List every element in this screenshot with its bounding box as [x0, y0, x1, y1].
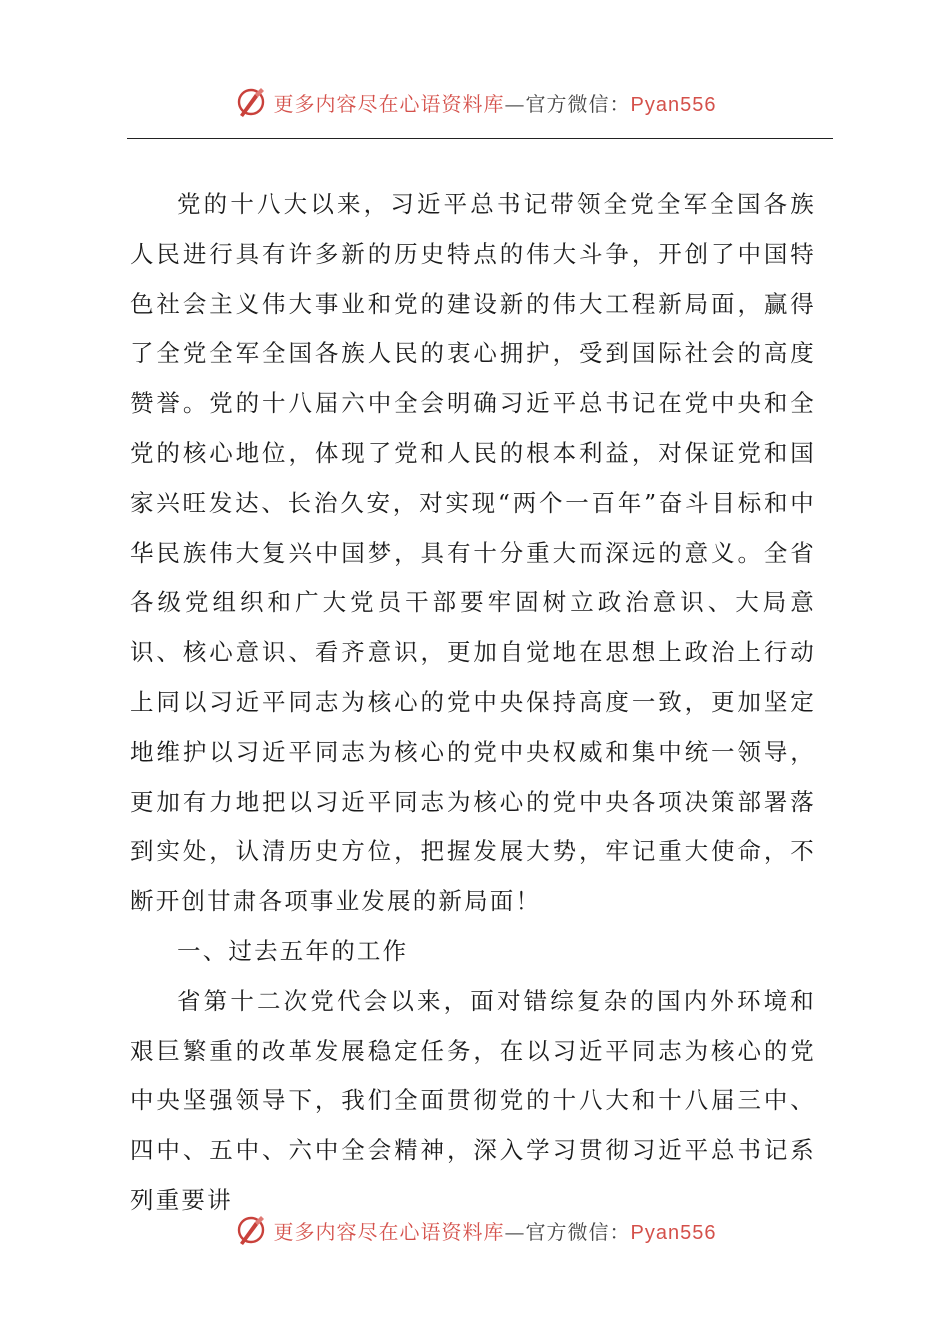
quill-pen-logo-icon [234, 1213, 268, 1247]
banner-text [274, 88, 717, 117]
footer-banner [0, 1208, 950, 1252]
banner-dash: — [504, 1219, 526, 1244]
banner-wechat-label: 官方微信： [525, 1219, 631, 1244]
header-divider [127, 138, 833, 139]
banner-main-text: 更多内容尽在心语资料库 [273, 1219, 505, 1244]
banner-text [274, 1216, 717, 1245]
header-banner [0, 80, 950, 124]
quill-pen-logo-icon [234, 85, 268, 119]
section-heading: 一、过去五年的工作 [177, 936, 409, 965]
document-body [130, 180, 816, 1226]
body-paragraph: 党的十八大以来，习近平总书记带领全党全军全国各族人民进行具有许多新的历史特点的伟大斗争，开创了中国特色社会主义伟大事业和党的建设新的伟大工程新局面，赢得了全党全军全国各族人民的衷心拥护，受到国际社会的高度赞誉。党的十八届六中全会明确习近平总书记在党中央和全党的核心地位，体现了党和人民的根本利益，对保证党和国家兴旺发达、长治久安，对实现“两个一百年”奋斗目标和中华民族伟大复兴中国梦，具有十分重大而深远的意义。全省各级党组织和广大党员干部要牢固树立政治意识、大局意识、核心意识、看齐意识，更加自觉地在思想上政治上行动上同以习近平同志为核心的党中央保持高度一致，更加坚定地维护以习近平同志为核心的党中央权威和集中统一领导，更加有力地把以习近平同志为核心的党中央各项决策部署落到实处，认清历史方位，把握发展大势，牢记重大使命，不断开创甘肃各项事业发展的新局面！ [130, 190, 816, 916]
banner-wechat-label: 官方微信： [525, 91, 631, 116]
banner-main-text: 更多内容尽在心语资料库 [273, 91, 505, 116]
banner-dash: — [504, 91, 526, 116]
body-paragraph: 省第十二次党代会以来，面对错综复杂的国内外环境和艰巨繁重的改革发展稳定任务，在以习近平同志为核心的党中央坚强领导下，我们全面贯彻党的十八大和十八届三中、四中、五中、六中全会精神，深入学习贯彻习近平总书记系列重要讲 [130, 986, 816, 1214]
banner-wechat-id: Pyan556 [630, 1221, 717, 1244]
banner-wechat-id: Pyan556 [630, 93, 717, 116]
